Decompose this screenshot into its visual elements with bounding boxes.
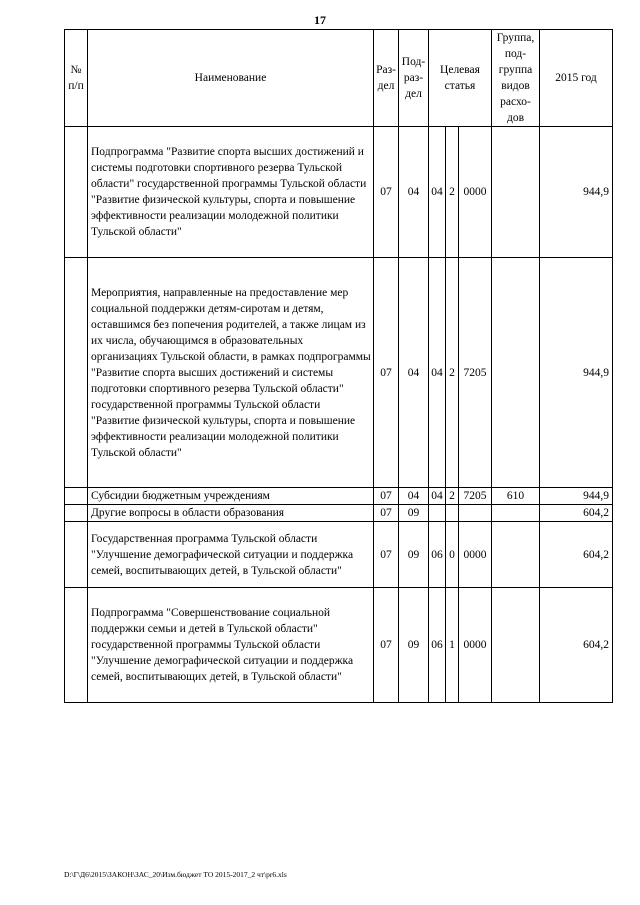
row-subsection: 09 [399,588,429,703]
table-row [65,488,613,505]
header-section: Раз-дел [374,30,399,127]
header-group: Группа, под-группа видов расхо-дов [492,30,540,127]
row-target-2: 1 [446,588,459,703]
row-section: 07 [374,258,399,488]
row-num [65,488,88,505]
row-amount: 944,9 [540,258,613,488]
header-subsection: Под-раз-дел [399,30,429,127]
page-number: 17 [314,13,326,27]
row-num [65,522,88,588]
row-target-3: 7205 [459,258,492,488]
row-target-3: 0000 [459,588,492,703]
row-target-2: 2 [446,127,459,258]
row-subsection: 04 [399,488,429,505]
row-group [492,505,540,522]
row-num [65,127,88,258]
footer-file-path: D:\Г\Д6\2015\ЗАКОН\ЗАС_20\Изм.бюджет ТО 2015-2017_2 чт\pr6.xls [64,870,287,879]
row-target-2: 2 [446,488,459,505]
row-target-1: 06 [429,588,446,703]
row-section: 07 [374,522,399,588]
table-header-row [65,30,613,127]
row-section: 07 [374,488,399,505]
table-row [65,127,613,258]
header-num: № п/п [65,30,88,127]
header-year: 2015 год [540,30,613,127]
row-section: 07 [374,505,399,522]
row-amount: 944,9 [540,127,613,258]
row-subsection: 09 [399,505,429,522]
row-group [492,127,540,258]
row-target-2: 2 [446,258,459,488]
row-num [65,505,88,522]
row-group [492,258,540,488]
row-name: Субсидии бюджетным учреждениям [88,488,374,505]
row-amount: 604,2 [540,588,613,703]
table-row [65,505,613,522]
row-subsection: 04 [399,127,429,258]
row-target-2: 0 [446,522,459,588]
row-num [65,258,88,488]
row-target-2 [446,505,459,522]
row-name: Государственная программа Тульской области "Улучшение демографической ситуации и поддержка семей, воспитывающих детей, в Тульской области" [88,522,374,588]
header-name: Наименование [88,30,374,127]
table-row [65,522,613,588]
row-target-3: 0000 [459,127,492,258]
row-group [492,522,540,588]
row-name: Подпрограмма "Развитие спорта высших достижений и системы подготовки спортивного резерва Тульской области" государственной программы Тульской области "Развитие физической культуры, спорта и повышение эффективности реализации молодежной политики Тульской области" [88,127,374,258]
row-num [65,588,88,703]
row-section: 07 [374,127,399,258]
row-target-1: 04 [429,488,446,505]
budget-table [64,29,613,703]
row-target-3: 0000 [459,522,492,588]
row-name: Подпрограмма "Совершенствование социальной поддержки семьи и детей в Тульской области" государственной программы Тульской области "Улучшение демографической ситуации и поддержка семей, воспитывающих детей, в Тульской области" [88,588,374,703]
table-row [65,588,613,703]
row-group [492,588,540,703]
row-target-1 [429,505,446,522]
row-name: Другие вопросы в области образования [88,505,374,522]
row-target-1: 06 [429,522,446,588]
row-section: 07 [374,588,399,703]
row-group: 610 [492,488,540,505]
row-amount: 944,9 [540,488,613,505]
row-target-1: 04 [429,127,446,258]
row-amount: 604,2 [540,505,613,522]
row-amount: 604,2 [540,522,613,588]
row-target-3 [459,505,492,522]
row-subsection: 04 [399,258,429,488]
row-target-1: 04 [429,258,446,488]
table-row [65,258,613,488]
header-target: Целевая статья [429,30,492,127]
row-name: Мероприятия, направленные на предоставление мер социальной поддержки детям-сиротам и детям, оставшимся без попечения родителей, а также лицам из их числа, обучающимся в образовательных организациях Тульской области, в рамках подпрограммы "Развитие спорта высших достижений и системы подготовки спортивного резерва Тульской области" государственной программы Тульской области "Развитие физической культуры, спорта и повышение эффективности реализации молодежной политики Тульской области" [88,258,374,488]
row-target-3: 7205 [459,488,492,505]
row-subsection: 09 [399,522,429,588]
